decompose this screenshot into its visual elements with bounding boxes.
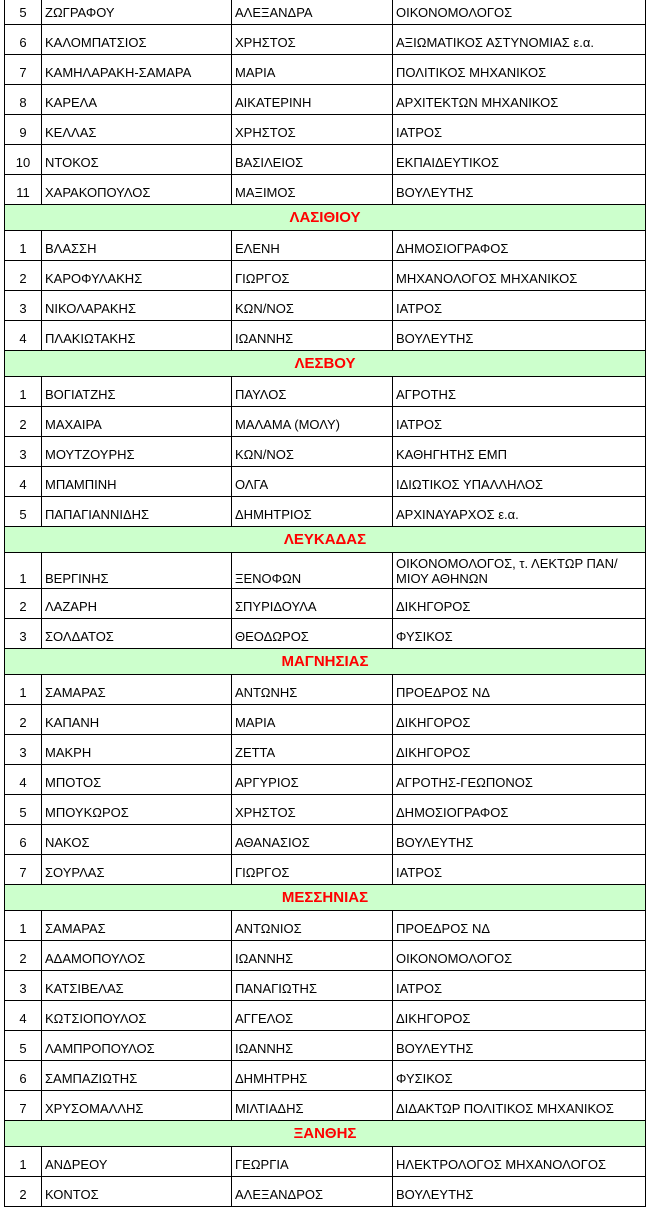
row-number-cell: 9 [5,115,42,145]
occupation-cell: ΔΗΜΟΣΙΟΓΡΑΦΟΣ [393,795,646,825]
region-header-row [5,649,646,675]
table-row [5,437,646,467]
row-number-cell: 1 [5,675,42,705]
table-row [5,675,646,705]
first-name-cell: ΜΑΡΙΑ [232,705,393,735]
row-number-cell: 1 [5,231,42,261]
surname-cell: ΣΑΜΑΡΑΣ [42,911,232,941]
first-name-cell: ΔΗΜΗΤΡΙΟΣ [232,497,393,527]
region-header-row [5,527,646,553]
occupation-cell: ΔΙΚΗΓΟΡΟΣ [393,1001,646,1031]
table-row [5,175,646,205]
table-row [5,1147,646,1177]
table-row [5,911,646,941]
occupation-cell: ΒΟΥΛΕΥΤΗΣ [393,175,646,205]
table-row [5,321,646,351]
row-number-cell: 7 [5,855,42,885]
region-title: ΜΕΣΣΗΝΙΑΣ [5,885,646,911]
table-row [5,1091,646,1121]
row-number-cell: 4 [5,765,42,795]
surname-cell: ΒΛΑΣΣΗ [42,231,232,261]
table-row [5,1177,646,1207]
table-row [5,85,646,115]
first-name-cell: ΓΕΩΡΓΙΑ [232,1147,393,1177]
first-name-cell: ΠΑΥΛΟΣ [232,377,393,407]
first-name-cell: ΧΡΗΣΤΟΣ [232,795,393,825]
row-number-cell: 2 [5,1177,42,1207]
occupation-cell: ΦΥΣΙΚΟΣ [393,619,646,649]
first-name-cell: ΜΑΞΙΜΟΣ [232,175,393,205]
occupation-cell: ΔΗΜΟΣΙΟΓΡΑΦΟΣ [393,231,646,261]
first-name-cell: ΞΕΝΟΦΩΝ [232,553,393,589]
occupation-cell: ΙΑΤΡΟΣ [393,291,646,321]
occupation-cell: ΑΡΧΙΤΕΚΤΩΝ ΜΗΧΑΝΙΚΟΣ [393,85,646,115]
occupation-cell: ΠΟΛΙΤΙΚΟΣ ΜΗΧΑΝΙΚΟΣ [393,55,646,85]
surname-cell: ΚΕΛΛΑΣ [42,115,232,145]
region-title: ΜΑΓΝΗΣΙΑΣ [5,649,646,675]
first-name-cell: ΑΡΓΥΡΙΟΣ [232,765,393,795]
surname-cell: ΑΔΑΜΟΠΟΥΛΟΣ [42,941,232,971]
row-number-cell: 4 [5,1001,42,1031]
row-number-cell: 10 [5,145,42,175]
region-header-row [5,1121,646,1147]
surname-cell: ΚΑΡΕΛΑ [42,85,232,115]
region-title: ΛΕΥΚΑΔΑΣ [5,527,646,553]
surname-cell: ΠΑΠΑΓΙΑΝΝΙΔΗΣ [42,497,232,527]
surname-cell: ΝΤΟΚΟΣ [42,145,232,175]
row-number-cell: 1 [5,377,42,407]
row-number-cell: 2 [5,941,42,971]
surname-cell: ΝΙΚΟΛΑΡΑΚΗΣ [42,291,232,321]
row-number-cell: 2 [5,705,42,735]
first-name-cell: ΜΑΛΑΜΑ (ΜΟΛΥ) [232,407,393,437]
first-name-cell: ΑΙΚΑΤΕΡΙΝΗ [232,85,393,115]
table-row [5,1031,646,1061]
first-name-cell: ΜΙΛΤΙΑΔΗΣ [232,1091,393,1121]
region-title: ΞΑΝΘΗΣ [5,1121,646,1147]
occupation-cell: ΙΑΤΡΟΣ [393,971,646,1001]
first-name-cell: ΣΠΥΡΙΔΟΥΛΑ [232,589,393,619]
row-number-cell: 5 [5,795,42,825]
first-name-cell: ΘΕΟΔΩΡΟΣ [232,619,393,649]
row-number-cell: 5 [5,1031,42,1061]
table-row [5,55,646,85]
surname-cell: ΝΑΚΟΣ [42,825,232,855]
table-row [5,291,646,321]
row-number-cell: 7 [5,55,42,85]
row-number-cell: 7 [5,1091,42,1121]
first-name-cell: ΚΩΝ/ΝΟΣ [232,437,393,467]
first-name-cell: ΜΑΡΙΑ [232,55,393,85]
row-number-cell: 6 [5,1061,42,1091]
first-name-cell: ΙΩΑΝΝΗΣ [232,1031,393,1061]
row-number-cell: 2 [5,589,42,619]
occupation-cell: ΠΡΟΕΔΡΟΣ ΝΔ [393,911,646,941]
table-row [5,705,646,735]
surname-cell: ΣΑΜΑΡΑΣ [42,675,232,705]
occupation-cell: ΜΗΧΑΝΟΛΟΓΟΣ ΜΗΧΑΝΙΚΟΣ [393,261,646,291]
region-header-row [5,351,646,377]
surname-cell: ΖΩΓΡΑΦΟΥ [42,0,232,25]
occupation-cell: ΙΑΤΡΟΣ [393,407,646,437]
row-number-cell: 3 [5,291,42,321]
surname-cell: ΑΝΔΡΕΟΥ [42,1147,232,1177]
occupation-cell: ΔΙΚΗΓΟΡΟΣ [393,705,646,735]
occupation-cell: ΑΡΧΙΝΑΥΑΡΧΟΣ ε.α. [393,497,646,527]
table-row [5,855,646,885]
table-row [5,407,646,437]
first-name-cell: ΑΛΕΞΑΝΔΡΑ [232,0,393,25]
first-name-cell: ΑΝΤΩΝΙΟΣ [232,911,393,941]
row-number-cell: 4 [5,321,42,351]
surname-cell: ΠΛΑΚΙΩΤΑΚΗΣ [42,321,232,351]
region-header-row [5,205,646,231]
first-name-cell: ΧΡΗΣΤΟΣ [232,25,393,55]
first-name-cell: ΟΛΓΑ [232,467,393,497]
surname-cell: ΜΠΟΤΟΣ [42,765,232,795]
row-number-cell: 3 [5,735,42,765]
row-number-cell: 2 [5,407,42,437]
occupation-cell: ΔΙΚΗΓΟΡΟΣ [393,735,646,765]
surname-cell: ΛΑΜΠΡΟΠΟΥΛΟΣ [42,1031,232,1061]
occupation-cell: ΟΙΚΟΝΟΜΟΛΟΓΟΣ, τ. ΛΕΚΤΩΡ ΠΑΝ/ΜΙΟΥ ΑΘΗΝΩΝ [393,553,646,589]
first-name-cell: ΑΛΕΞΑΝΔΡΟΣ [232,1177,393,1207]
first-name-cell: ΑΓΓΕΛΟΣ [232,1001,393,1031]
surname-cell: ΜΠΟΥΚΩΡΟΣ [42,795,232,825]
occupation-cell: ΙΔΙΩΤΙΚΟΣ ΥΠΑΛΛΗΛΟΣ [393,467,646,497]
table-row [5,231,646,261]
occupation-cell: ΑΓΡΟΤΗΣ-ΓΕΩΠΟΝΟΣ [393,765,646,795]
first-name-cell: ΧΡΗΣΤΟΣ [232,115,393,145]
first-name-cell: ΖΕΤΤΑ [232,735,393,765]
row-number-cell: 1 [5,1147,42,1177]
region-title: ΛΕΣΒΟΥ [5,351,646,377]
table-row [5,553,646,589]
occupation-cell: ΦΥΣΙΚΟΣ [393,1061,646,1091]
row-number-cell: 11 [5,175,42,205]
table-row [5,1061,646,1091]
surname-cell: ΜΠΑΜΠΙΝΗ [42,467,232,497]
occupation-cell: ΙΑΤΡΟΣ [393,115,646,145]
occupation-cell: ΒΟΥΛΕΥΤΗΣ [393,321,646,351]
row-number-cell: 4 [5,467,42,497]
first-name-cell: ΚΩΝ/ΝΟΣ [232,291,393,321]
first-name-cell: ΔΗΜΗΤΡΗΣ [232,1061,393,1091]
candidates-table-body [5,0,646,1207]
occupation-cell: ΟΙΚΟΝΟΜΟΛΟΓΟΣ [393,0,646,25]
first-name-cell: ΙΩΑΝΝΗΣ [232,941,393,971]
surname-cell: ΒΕΡΓΙΝΗΣ [42,553,232,589]
occupation-cell: ΙΑΤΡΟΣ [393,855,646,885]
region-header-row [5,885,646,911]
occupation-cell: ΕΚΠΑΙΔΕΥΤΙΚΟΣ [393,145,646,175]
table-row [5,941,646,971]
row-number-cell: 5 [5,497,42,527]
first-name-cell: ΑΘΑΝΑΣΙΟΣ [232,825,393,855]
surname-cell: ΣΟΛΔΑΤΟΣ [42,619,232,649]
surname-cell: ΣΟΥΡΛΑΣ [42,855,232,885]
surname-cell: ΒΟΓΙΑΤΖΗΣ [42,377,232,407]
occupation-cell: ΚΑΘΗΓΗΤΗΣ ΕΜΠ [393,437,646,467]
surname-cell: ΚΑΜΗΛΑΡΑΚΗ-ΣΑΜΑΡΑ [42,55,232,85]
occupation-cell: ΟΙΚΟΝΟΜΟΛΟΓΟΣ [393,941,646,971]
first-name-cell: ΙΩΑΝΝΗΣ [232,321,393,351]
surname-cell: ΛΑΖΑΡΗ [42,589,232,619]
table-row [5,795,646,825]
table-row [5,377,646,407]
row-number-cell: 3 [5,619,42,649]
surname-cell: ΚΩΤΣΙΟΠΟΥΛΟΣ [42,1001,232,1031]
table-row [5,765,646,795]
occupation-cell: ΑΓΡΟΤΗΣ [393,377,646,407]
table-row [5,497,646,527]
table-row [5,735,646,765]
table-row [5,825,646,855]
surname-cell: ΚΑΤΣΙΒΕΛΑΣ [42,971,232,1001]
table-row [5,0,646,25]
table-row [5,971,646,1001]
table-row [5,1001,646,1031]
region-title: ΛΑΣΙΘΙΟΥ [5,205,646,231]
table-row [5,145,646,175]
first-name-cell: ΒΑΣΙΛΕΙΟΣ [232,145,393,175]
occupation-cell: ΒΟΥΛΕΥΤΗΣ [393,1177,646,1207]
row-number-cell: 1 [5,911,42,941]
occupation-cell: ΒΟΥΛΕΥΤΗΣ [393,1031,646,1061]
occupation-cell: ΗΛΕΚΤΡΟΛΟΓΟΣ ΜΗΧΑΝΟΛΟΓΟΣ [393,1147,646,1177]
occupation-cell: ΑΞΙΩΜΑΤΙΚΟΣ ΑΣΤΥΝΟΜΙΑΣ ε.α. [393,25,646,55]
occupation-cell: ΠΡΟΕΔΡΟΣ ΝΔ [393,675,646,705]
row-number-cell: 1 [5,553,42,589]
surname-cell: ΚΑΠΑΝΗ [42,705,232,735]
row-number-cell: 6 [5,25,42,55]
row-number-cell: 8 [5,85,42,115]
first-name-cell: ΕΛΕΝΗ [232,231,393,261]
surname-cell: ΧΑΡΑΚΟΠΟΥΛΟΣ [42,175,232,205]
surname-cell: ΚΑΡΟΦΥΛΑΚΗΣ [42,261,232,291]
occupation-cell: ΔΙΔΑΚΤΩΡ ΠΟΛΙΤΙΚΟΣ ΜΗΧΑΝΙΚΟΣ [393,1091,646,1121]
surname-cell: ΜΟΥΤΖΟΥΡΗΣ [42,437,232,467]
table-row [5,619,646,649]
table-row [5,589,646,619]
row-number-cell: 5 [5,0,42,25]
table-row [5,261,646,291]
row-number-cell: 6 [5,825,42,855]
first-name-cell: ΠΑΝΑΓΙΩΤΗΣ [232,971,393,1001]
surname-cell: ΚΑΛΟΜΠΑΤΣΙΟΣ [42,25,232,55]
occupation-cell: ΒΟΥΛΕΥΤΗΣ [393,825,646,855]
candidates-table [4,0,646,1207]
table-row [5,115,646,145]
first-name-cell: ΓΙΩΡΓΟΣ [232,855,393,885]
surname-cell: ΜΑΧΑΙΡΑ [42,407,232,437]
table-row [5,25,646,55]
row-number-cell: 3 [5,437,42,467]
row-number-cell: 2 [5,261,42,291]
table-row [5,467,646,497]
surname-cell: ΣΑΜΠΑΖΙΩΤΗΣ [42,1061,232,1091]
first-name-cell: ΓΙΩΡΓΟΣ [232,261,393,291]
surname-cell: ΚΟΝΤΟΣ [42,1177,232,1207]
occupation-cell: ΔΙΚΗΓΟΡΟΣ [393,589,646,619]
first-name-cell: ΑΝΤΩΝΗΣ [232,675,393,705]
surname-cell: ΜΑΚΡΗ [42,735,232,765]
surname-cell: ΧΡΥΣΟΜΑΛΛΗΣ [42,1091,232,1121]
row-number-cell: 3 [5,971,42,1001]
